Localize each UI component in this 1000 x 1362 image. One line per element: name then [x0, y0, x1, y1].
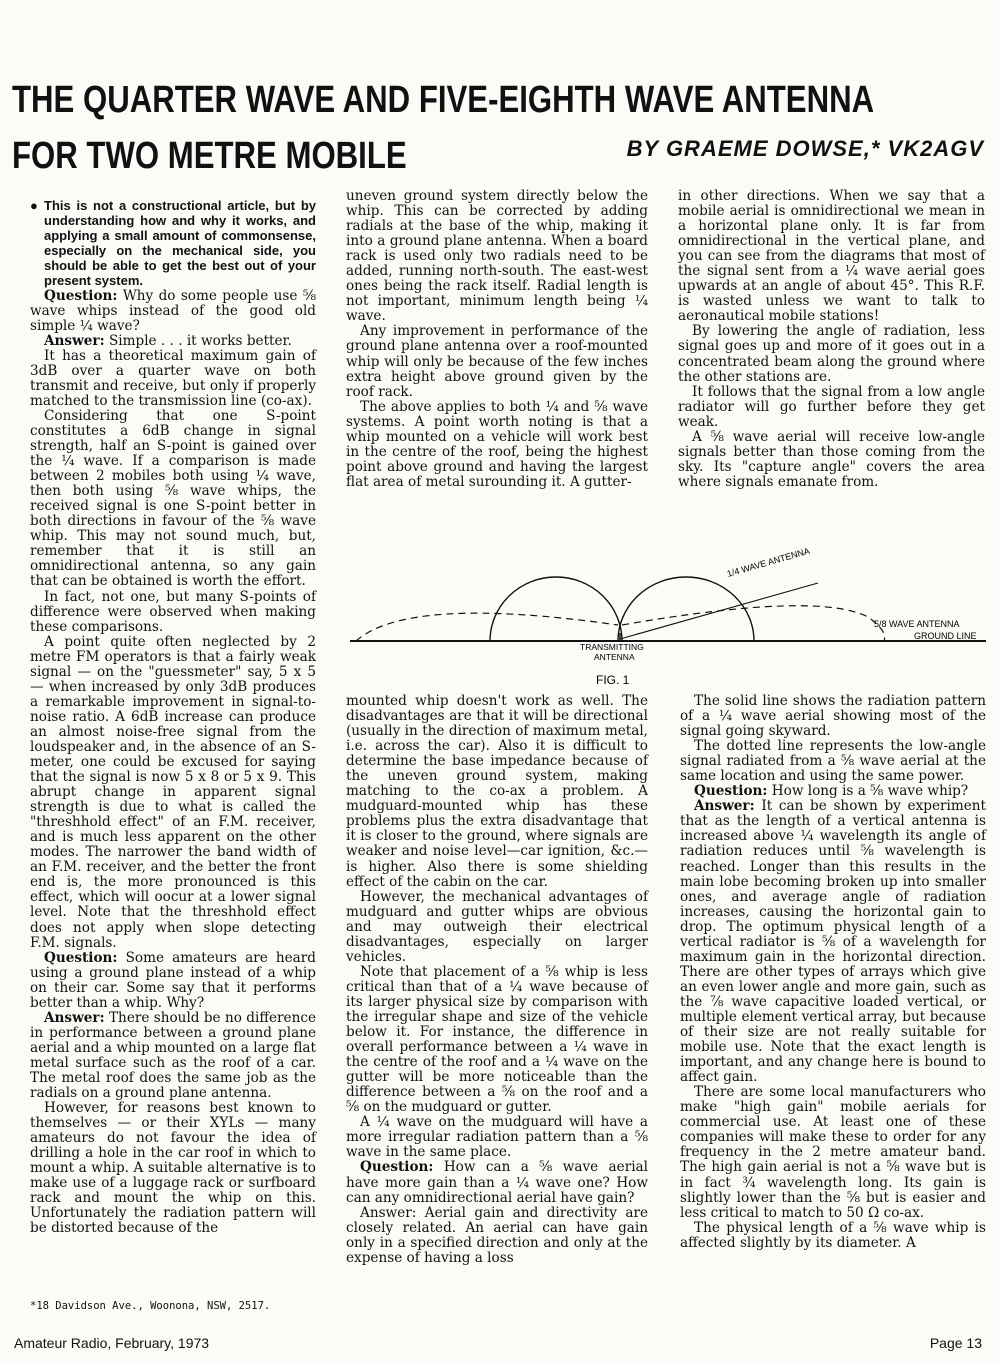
paragraph-text: mounted whip doesn't work as well. The disadvantages are that it will be directional (usually in the direction of maximum metal, i.e. across the car). Also it is difficult to determine the base impedance because of the uneven ground system, making matching to the co-ax a problem. A mudguard-mounted whip has these problems plus the extra disadvantage that it is closer to the ground, where signals are weaker and noise level—car ignition, &c.—is higher. Also there is some shielding effect of the cabin on the car. [346, 693, 648, 890]
paragraph-text: In fact, not one, but many S-points of difference were observed when making these comparisons. [30, 588, 316, 635]
qa-label: Question: [44, 949, 118, 966]
paragraph-text: How can a ⅝ wave aerial have more gain than a ¼ wave one? How can any omnidirectional aerial have gain? [346, 1159, 648, 1206]
paragraph [346, 1160, 648, 1205]
figure-caption: FIG. 1 [596, 673, 630, 687]
paragraph [30, 289, 316, 334]
column-3-top [678, 189, 985, 490]
footer-publication: Amateur Radio, February, 1973 [14, 1335, 210, 1351]
paragraph-text: A point quite often neglected by 2 metre FM operators is that a fairly weak signal — on the "guessmeter" say, 5 x 5 — when increased by only 3dB produces a remarkable improvement in signal-to-noise ratio. A 6dB increase can produce an almost noise-free signal from the loudspeaker and, in the absence of an S-meter, one could be excused for saying that the signal is now 5 x 8 or 5 x 9. This abrupt change in apparent signal strength is due to what is called the "threshhold effect" of an F.M. receiver, and is much less apparent on the other modes. The narrower the band width of an F.M. receiver, and the better the front end is, the more pronounced is this effect, which will oocur at a lower signal level. Note that the threshhold effect does not apply when slope detecting F.M. signals. [30, 633, 316, 951]
paragraph [346, 1115, 648, 1160]
paragraph [680, 694, 986, 739]
paragraph-text: Answer: Aerial gain and directivity are closely related. An aerial can have gain only in a specified direction and only at the expense of having a loss [346, 1204, 648, 1266]
paragraph [30, 1011, 316, 1101]
paragraph [30, 635, 316, 951]
paragraph [30, 409, 316, 590]
column-3-bottom [680, 694, 986, 1251]
qa-label: Answer: [44, 332, 105, 349]
title-line-2: FOR TWO METRE MOBILE [12, 135, 407, 177]
column-1-body [30, 289, 316, 1237]
paragraph [30, 334, 316, 349]
paragraph-text: The physical length of a ⅝ wave whip is affected slightly by its diameter. A [680, 1219, 986, 1251]
paragraph [680, 784, 986, 799]
paragraph-text: Why do some people use ⅝ wave whips instead of the good old simple ¼ wave? [30, 287, 316, 334]
paragraph-text: uneven ground system directly below the whip. This can be corrected by adding radials at the base of the whip, making it into a ground plane antenna. When a board rack is used only two radials need to be added, running north-south. The east-west ones being the rack itself. Radial length is not important, minimum length being ¼ wave. [346, 188, 648, 325]
paragraph-text: However, the mechanical advantages of mudguard and gutter whips are obvious and may outweigh their electrical disadvantages, especially on larger vehicles. [346, 888, 648, 965]
paragraph-text: Considering that one S-point constitutes a 6dB change in signal strength, half an S-point is gained over the ¼ wave. If a comparison is made between 2 mobiles both using ¼ wave, then both using ⅝ wave whips, the received signal is one S-point better in both directions in favour of the ⅝ wave whip. This may not sound much, but, remember that it is still an omnidirectional antenna, so any gain that can be obtained is worth the effort. [30, 407, 316, 590]
paragraph-text: Simple . . . it works better. [104, 332, 292, 349]
paragraph-text: The solid line shows the radiation pattern of a ¼ wave aerial showing most of the signal going skyward. [680, 693, 986, 740]
paragraph-text: The dotted line represents the low-angle signal radiated from a ⅝ wave aerial at the same location and using the same power. [680, 738, 986, 785]
paragraph-text: The above applies to both ¼ and ⅝ wave systems. A point worth noting is that a whip mounted on a vehicle will work best in the centre of the roof, being the highest point above ground and having the largest flat area of metal surounding it. A gutter- [346, 398, 648, 490]
paragraph [346, 400, 648, 490]
paragraph [346, 965, 648, 1115]
label-ground-line: GROUND LINE [914, 631, 977, 641]
label-transmitting: TRANSMITTING [580, 642, 644, 652]
paragraph-text: It has a theoretical maximum gain of 3dB over a quarter wave on both transmit and receive, but only if properly matched to the transmission line (co-ax). [30, 347, 316, 409]
paragraph-text: Some amateurs are heard using a ground plane instead of a whip on their car. Some say that it performs better than a whip. Why? [30, 949, 316, 1011]
title-line-1: THE QUARTER WAVE AND FIVE-EIGHTH WAVE ANTENNA [12, 79, 875, 121]
paragraph [678, 430, 985, 490]
paragraph [346, 189, 648, 324]
qa-label: Question: [44, 287, 118, 304]
paragraph-text: Note that placement of a ⅝ whip is less critical than that of a ¼ wave because of its larger physical size by comparison with the irregular shape and size of the vehicle below it. For instance, the difference in overall performance between a ¼ wave in the centre of the roof and a ¼ wave on the gutter will be more noticeable than the difference between a ⅝ on the roof and a ⅝ on the mudguard or gutter. [346, 963, 648, 1116]
paragraph [346, 1206, 648, 1266]
byline: BY GRAEME DOWSE,* VK2AGV [626, 136, 984, 161]
quarter-wave-lobe-left [490, 577, 622, 641]
qa-label: Question: [360, 1159, 434, 1176]
column-2-top [346, 189, 648, 490]
paragraph [680, 739, 986, 784]
paragraph [678, 324, 985, 384]
paragraph [30, 590, 316, 635]
label-five-eighth-wave: 5/8 WAVE ANTENNA [874, 619, 960, 629]
footer-page-number: Page 13 [929, 1335, 982, 1351]
qa-label: Answer: [694, 798, 755, 815]
quarter-wave-ray [620, 583, 818, 639]
figure-1-radiation-diagram [348, 535, 988, 695]
paragraph-text: There are some local manufacturers who make "high gain" mobile aerials for commercial use. At least one of these companies will make these to order for any frequency in the 2 metre amateur band. The high gain aerial is not a ⅝ wave but is in fact ¾ wavelength long. Its gain is slightly lower than the ⅝ but is easier and less critical to match to 50 Ω co-ax. [680, 1084, 986, 1221]
paragraph-text: However, for reasons best known to themselves — or their XYLs — many amateurs do not favour the idea of drilling a hole in the car roof in which to mount a whip. A suitable alternative is to make use of a luggage rack or surfboard rack and mount the whip on this. Unfortunately the radiation pattern will be distorted because of the [30, 1100, 316, 1237]
paragraph [346, 890, 648, 965]
paragraph-text: It follows that the signal from a low angle radiator will go further before they get weak. [678, 383, 985, 430]
paragraph [346, 694, 648, 890]
paragraph [678, 189, 985, 324]
paragraph-text: How long is a ⅝ wave whip? [767, 783, 969, 800]
paragraph-text: By lowering the angle of radiation, less signal goes up and more of it goes out in a concentrated beam along the ground where the other stations are. [678, 323, 985, 385]
lead-text: This is not a constructional article, but by understanding how and why it works, and applying a small amount of commonsense, especially on the mechanical side, you should be able to get the best out of your present system. [44, 198, 316, 289]
qa-label: Question: [694, 783, 768, 800]
column-2-bottom [346, 694, 648, 1266]
paragraph-text: It can be shown by experiment that as the length of a vertical antenna is increased above ¼ wavelength its angle of radiation reduces until ⅝ wavelength is reached. Longer than this results in the main lobe becoming broken up into smaller ones, and average angle of radiation increases, causing the horizontal gain to drop. The optimum physical length of a vertical radiator is ⅝ of a wavelength for maximum gain in the horizontal direction. There are other types of arrays which give an even lower angle and more gain, such as the ⅞ wave capacitive loaded vertical, or multiple element vertical array, but because of their size are not really suitable for mobile use. Note that the exact length is important, and any change here is bound to affect gain. [680, 798, 986, 1086]
author-address-footnote: *18 Davidson Ave., Woonona, NSW, 2517. [30, 1300, 271, 1312]
paragraph [30, 951, 316, 1011]
paragraph [30, 349, 316, 409]
qa-label: Answer: [44, 1009, 105, 1026]
column-1 [30, 198, 316, 1237]
paragraph-text: in other directions. When we say that a mobile aerial is omnidirectional we mean in a horizontal plane only. It is far from omnidirectional in the vertical plane, and you can see from the diagrams that most of the signal sent from a ¼ wave aerial goes upwards at an angle of about 45°. This R.F. is wasted unless we want to talk to aeronautical mobile stations! [678, 188, 985, 325]
paragraph [346, 324, 648, 399]
paragraph-text: Any improvement in performance of the ground plane antenna over a roof-mounted whip will only be because of the few inches extra height above ground given by the roof rack. [346, 323, 648, 400]
paragraph [680, 1221, 986, 1251]
paragraph [30, 1101, 316, 1236]
paragraph [680, 799, 986, 1085]
paragraph [680, 1085, 986, 1220]
five-eighth-lobe-left [356, 613, 618, 641]
paragraph-text: There should be no difference in performance between a ground plane aerial and a whip mounted on a large flat metal surface such as the roof of a car. The metal roof does the same job as the radials on a ground plane antenna. [30, 1009, 316, 1102]
paragraph-text: A ⅝ wave aerial will receive low-angle signals better than those coming from the sky. Its "capture angle" covers the area where signals emanate from. [678, 428, 985, 490]
lead-paragraph [30, 198, 316, 289]
paragraph-text: A ¼ wave on the mudguard will have a more irregular radiation pattern than a ⅝ wave in the same place. [346, 1114, 648, 1161]
paragraph [678, 385, 985, 430]
label-quarter-wave: 1/4 WAVE ANTENNA [725, 545, 811, 579]
label-antenna: ANTENNA [594, 652, 635, 662]
bullet-icon: ● [30, 198, 38, 213]
